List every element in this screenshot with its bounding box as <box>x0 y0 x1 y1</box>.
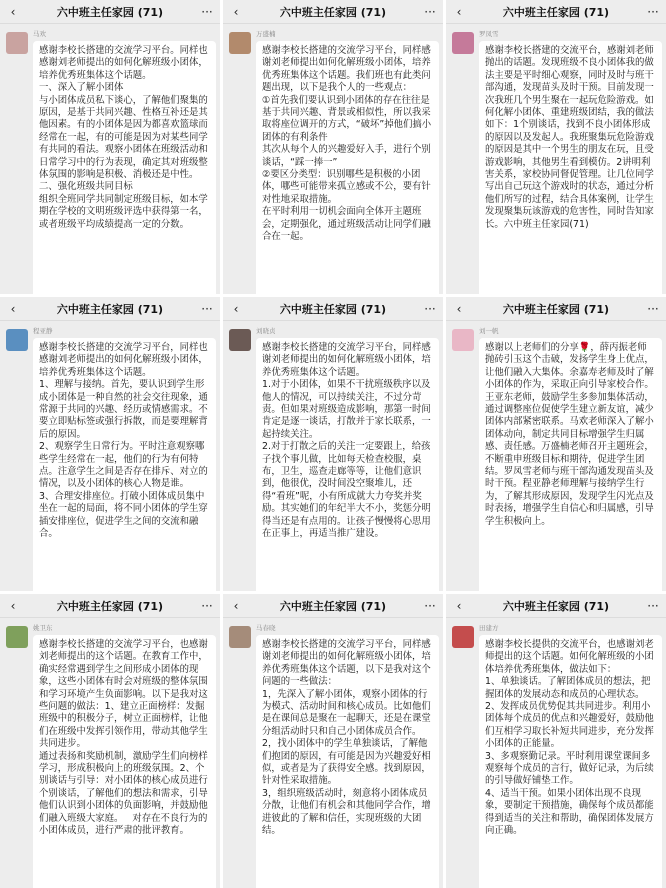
more-icon[interactable]: ··· <box>424 4 436 19</box>
chat-panel-5 <box>223 297 443 591</box>
more-icon[interactable]: ··· <box>201 301 213 316</box>
chat-panel-9 <box>446 594 666 888</box>
message-bubble[interactable]: 感谢以上老师们的分享🌹，薛丙振老师抛砖引玉这个击破，发扬学生身上优点，让他们融入大集体。余嘉寿老师及时了解小团体的作为，采取正向引导家校合作。王亚东老师，鼓励学生多参加集体活动，通过调整座位促使学生建立新友谊，减少团体内部紧密联系。马欢老师深入了解小团体动向，制定共同目标增强学生归属感、责任感。万盛楠老师召开主题班会，不断重申班级目标和期待，促进学生团结。罗凤雪老师与班干部沟通发现苗头及时干预。程亚静老师理解与接纳学生行为，了解其形成原因，发现学生闪光点及时表扬，增强学生自信心和归属感，引导学生积极向上。 <box>479 338 662 591</box>
chat-header <box>446 594 666 618</box>
message <box>229 30 439 294</box>
back-icon[interactable]: ‹ <box>10 4 16 19</box>
group-title: 六中班主任家园 (71) <box>279 5 387 19</box>
sender-name: 刘一帆 <box>479 327 499 335</box>
sender-name: 刘晓贞 <box>256 327 276 335</box>
sender-name: 田建方 <box>479 624 499 632</box>
back-icon[interactable]: ‹ <box>456 301 462 316</box>
chat-panel-7 <box>0 594 220 888</box>
message-bubble[interactable]: 感谢李校长提供的交流平台，也感谢刘老师提出的这个话题。如何化解班级的小团体培养优秀班集体，做法如下： 1、单独谈话。了解团体成员的想法，把握团体的发展动态和成员的心理状态。 2、发挥成员优势促其共同进步。利用小团体每个成员的优点和兴趣爱好，鼓励他们互相学习取长补短共同进步，充分发挥小团体的正能量。 3、多观察勤记录。平时利用课堂课间多观察每个成员的言行，做好记录，为后续的引导做好铺垫工作。 4、适当干预。如果小团体出现不良现象，要制定干预措施，确保每个成员都能得到适当的关注和帮助，确保团体发展方向正确。 <box>479 635 662 888</box>
back-icon[interactable]: ‹ <box>456 4 462 19</box>
avatar[interactable] <box>229 329 251 351</box>
sender-name: 程亚静 <box>33 327 53 335</box>
avatar[interactable] <box>229 32 251 54</box>
chat-panel-2 <box>223 0 443 294</box>
message-body <box>479 30 662 294</box>
message-bubble[interactable]: 感谢李校长搭建的交流学习平台，也感谢刘老师提出的这个话题。在教育工作中，确实经常遇到学生之间形成小团体的现象，这些小团体有时会对班级的整体氛围和学习环境产生负面影响。以下是我对这些问题的做法：1、建立正面榜样：发掘班级中的积极分子，树立正面榜样，让他们在班级中发挥引领作用，带动其他学生共同进步。 通过表扬和奖励机制，激励学生们向榜样学习，形成积极向上的班级氛围。2、个别谈话与引导：对小团体的核心成员进行个别谈话，了解他们的想法和需求，引导他们认识到小团体的负面影响，并鼓励他们融入班级大家庭。 对存在不良行为的小团体成员，进行严肃的批评教育。 <box>33 635 216 888</box>
chat-panel-1 <box>0 0 220 294</box>
message <box>229 624 439 888</box>
chat-panel-3 <box>446 0 666 294</box>
group-title: 六中班主任家园 (71) <box>502 302 610 316</box>
chat-header <box>223 0 443 24</box>
message-body <box>479 624 662 888</box>
message <box>6 327 216 591</box>
message <box>452 327 662 591</box>
group-title: 六中班主任家园 (71) <box>279 302 387 316</box>
chat-header <box>0 594 220 618</box>
message-body <box>33 624 216 888</box>
more-icon[interactable]: ··· <box>647 598 659 613</box>
chat-header <box>223 297 443 321</box>
avatar[interactable] <box>6 329 28 351</box>
avatar[interactable] <box>452 626 474 648</box>
back-icon[interactable]: ‹ <box>233 301 239 316</box>
sender-name: 罗凤雪 <box>479 30 499 38</box>
group-title: 六中班主任家园 (71) <box>56 5 164 19</box>
message-bubble[interactable]: 感谢李校长搭建的交流学习平台，同样感谢刘老师提出如何化解班级小团体，培养优秀班集体这个话题。我们班也有此类问题出现，以下是我个人的一些观点： ①首先我们要认识到小团体的存在往往是基于共同兴趣、背景或相似性，所以我采取将座位调开的方式，“破坏”掉他们搞小团体的有利条件 其次从每个人的兴趣爱好入手，进行个别谈话，“踩一捧一” ②要区分类型：识别哪些是积极的小团体，哪些可能带来孤立感或不公，要有针对性地采取措施。 在平时利用一切机会面向全体开主题班会，定期强化，通过班级活动让同学们融合在一起。 <box>256 41 439 294</box>
message-body <box>33 30 216 294</box>
more-icon[interactable]: ··· <box>201 598 213 613</box>
message <box>229 327 439 591</box>
chat-header <box>446 297 666 321</box>
more-icon[interactable]: ··· <box>201 4 213 19</box>
back-icon[interactable]: ‹ <box>10 301 16 316</box>
back-icon[interactable]: ‹ <box>233 4 239 19</box>
message-body <box>256 30 439 294</box>
more-icon[interactable]: ··· <box>647 301 659 316</box>
avatar[interactable] <box>6 626 28 648</box>
back-icon[interactable]: ‹ <box>10 598 16 613</box>
message-bubble[interactable]: 感谢李校长搭建的交流学习平台，同样也感谢刘老师提出的如何化解班级小团体，培养优秀班集体这个话题。 1、理解与接纳。首先，要认识到学生形成小团体是一种自然的社会交往现象，通常源于共同的兴趣、经历或情感需求。不要立即贴标签或强行拆散，而是要理解背后的原因。 2、观察学生日常行为。平时注意观察哪些学生经常在一起，他们的行为有何特点。注意学生之间是否存在排斥、对立的情况，以及小团体的核心人物是谁。 3、合理安排座位。打破小团体成员集中坐在一起的局面，将不同小团体的学生穿插安排座位，促进学生之间的交流和融合。 <box>33 338 216 591</box>
message-bubble[interactable]: 感谢李校长搭建的交流学习平台。同样也感谢刘老师提出的如何化解班级小团体，培养优秀班集体这个话题。 一、深入了解小团体 与小团体成员私下谈心，了解他们聚集的原因，是基于共同兴趣、性格互补还是其他因素。有的小团体是因为都喜欢篮球而经常在一起，有的可能是因为对某些同学有共同的看法。观察小团体在班级活动和日常学习中的行为表现，确定其对班级整体氛围的影响是积极、消极还是中性。 二、强化班级共同目标 组织全班同学共同制定班级目标，如本学期在学校的文明班级评选中获得第一名，或者班级平均成绩提高一定的分数。 <box>33 41 216 294</box>
message <box>6 30 216 294</box>
message-bubble[interactable]: 感谢李校长搭建的交流平台，感谢刘老师抛出的话题。发现班级不良小团体我的做法主要是平时细心观察，同时及时与班干部沟通，发现苗头及时干预。目前发现一次我班几个男生聚在一起玩危险游戏。如何化解小团体、重建班级团结，我的做法如下：1个别谈话，找到不良小团体形成的原因以及发起人。我班聚集玩危险游戏的原因是其中一个男生的朋友在玩，且受游戏影响，其他男生看到模仿。2讲明利害关系，家校协同督促管理。让几位同学写出自己玩这个游戏时的状态，通过分析他们所写的过程，结合具体案例，让学生发现聚集玩该游戏的危害性，同时告知家长。六中班主任家园(71) <box>479 41 662 294</box>
chat-panel-8 <box>223 594 443 888</box>
message-body <box>256 624 439 888</box>
message <box>452 624 662 888</box>
group-title: 六中班主任家园 (71) <box>502 599 610 613</box>
chat-panel-4 <box>0 297 220 591</box>
message-body <box>33 327 216 591</box>
more-icon[interactable]: ··· <box>424 301 436 316</box>
message <box>452 30 662 294</box>
avatar[interactable] <box>452 32 474 54</box>
back-icon[interactable]: ‹ <box>233 598 239 613</box>
sender-name: 万盛楠 <box>256 30 276 38</box>
chat-panel-6 <box>446 297 666 591</box>
group-title: 六中班主任家园 (71) <box>279 599 387 613</box>
sender-name: 姚卫东 <box>33 624 53 632</box>
chat-header <box>223 594 443 618</box>
avatar[interactable] <box>229 626 251 648</box>
more-icon[interactable]: ··· <box>647 4 659 19</box>
group-title: 六中班主任家园 (71) <box>502 5 610 19</box>
group-title: 六中班主任家园 (71) <box>56 599 164 613</box>
chat-header <box>446 0 666 24</box>
avatar[interactable] <box>6 32 28 54</box>
message <box>6 624 216 888</box>
message-bubble[interactable]: 感谢李校长搭建的交流学习平台，同样感谢刘老师提出的如何化解班级小团体，培养优秀班集体这个话题。 1.对于小团体，如果不干扰班级秩序以及他人的情况，可以持续关注，不过分苛责。但如果对班级造成影响，那第一时间肯定是逐一谈话，打散并于家长联系，一起持续关注。 2.对于打散之后的关注一定要跟上，给孩子找个事儿做，比如每天检查校服，桌布，卫生，巡查走廊等等，让他们意识到，他很优，没时间没空聚堆儿，还得“看班”呢，小有所成就大力夸奖并奖励。其实她们的年纪半大不小，奖惩分明得当还是有点用的。让孩子慢慢将心思用在正事上，再适当推广建设。 <box>256 338 439 591</box>
group-title: 六中班主任家园 (71) <box>56 302 164 316</box>
chat-header <box>0 0 220 24</box>
message-body <box>256 327 439 591</box>
more-icon[interactable]: ··· <box>424 598 436 613</box>
message-body <box>479 327 662 591</box>
avatar[interactable] <box>452 329 474 351</box>
message-bubble[interactable]: 感谢李校长搭建的交流学习平台，同样感谢刘老师提出的如何化解班级小团体，培养优秀班集体这个话题，以下是我对这个问题的一些做法： 1，先深入了解小团体，观察小团体的行为模式、活动时间和核心成员。比如他们是在课间总是聚在一起聊天，还是在课堂分组活动时只和自己小团体成员合作。 2，找小团体中的学生单独谈话，了解他们抱团的原因，有可能是因为兴趣爱好相似，或者是为了获得安全感。找到原因，针对性采取措施。 3，组织班级活动时，刻意将小团体成员分散，让他们有机会和其他同学合作，增进彼此的了解和信任，实现班级的大团结。 <box>256 635 439 888</box>
chat-header <box>0 297 220 321</box>
sender-name: 马春晓 <box>256 624 276 632</box>
sender-name: 马欢 <box>33 30 46 38</box>
back-icon[interactable]: ‹ <box>456 598 462 613</box>
